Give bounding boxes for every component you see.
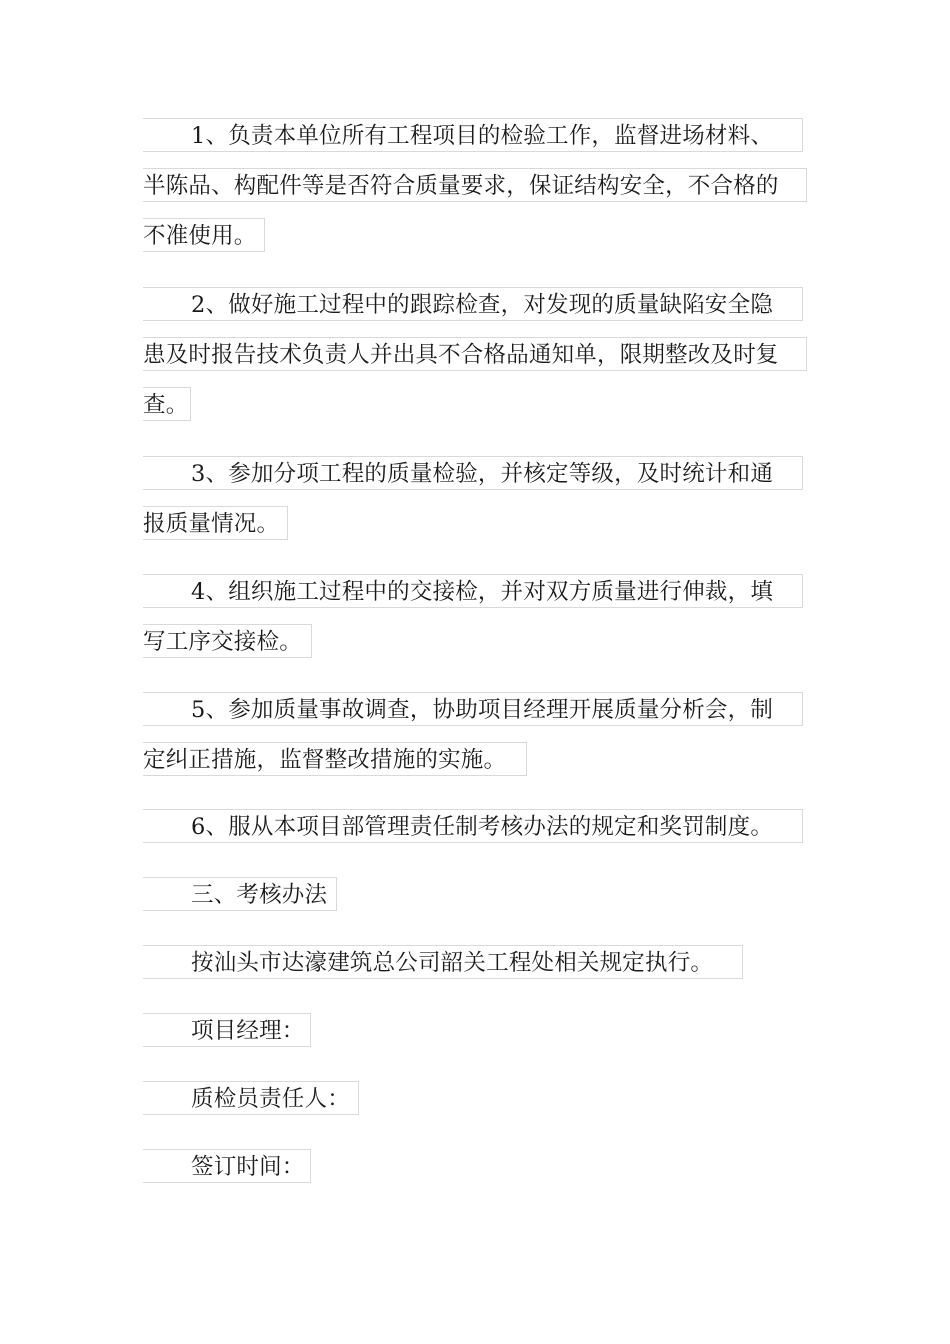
text: 1、负责本单位所有工程项目的检验工作，监督进场材料、 <box>191 123 774 149</box>
duty-4-line-2 <box>143 624 312 658</box>
duty-5-line-1 <box>143 692 803 726</box>
text: 定纠正措施，监督整改措施的实施。 <box>143 747 507 773</box>
section-heading-assessment <box>143 877 337 911</box>
text: 5、参加质量事故调查，协助项目经理开展质量分析会，制 <box>191 697 774 723</box>
duty-3-line-1 <box>143 456 803 490</box>
duty-4-line-1 <box>143 574 803 608</box>
duty-2-line-3 <box>143 387 191 421</box>
text: 项目经理： <box>191 1018 305 1044</box>
text: 按汕头市达濠建筑总公司韶关工程处相关规定执行。 <box>191 950 714 976</box>
duty-1-line-2 <box>143 168 807 202</box>
text: 查。 <box>143 392 189 418</box>
signature-project-manager <box>143 1013 311 1047</box>
duty-1-line-1 <box>143 118 803 152</box>
duty-2-line-2 <box>143 337 807 371</box>
assessment-text <box>143 945 743 979</box>
signature-quality-inspector <box>143 1081 359 1115</box>
text: 6、服从本项目部管理责任制考核办法的规定和奖罚制度。 <box>191 814 774 840</box>
text: 写工序交接检。 <box>143 629 302 655</box>
text: 2、做好施工过程中的跟踪检查，对发现的质量缺陷安全隐 <box>191 292 774 318</box>
text: 报质量情况。 <box>143 511 280 537</box>
text: 半陈品、构配件等是否符合质量要求，保证结构安全，不合格的 <box>143 173 779 199</box>
duty-5-line-2 <box>143 742 527 776</box>
duty-1-line-3 <box>143 218 265 252</box>
duty-6-line-1 <box>143 809 803 843</box>
text: 质检员责任人： <box>191 1086 350 1112</box>
text: 三、考核办法 <box>191 882 328 908</box>
text: 不准使用。 <box>143 223 257 249</box>
text: 签订时间： <box>191 1154 305 1180</box>
text: 4、组织施工过程中的交接检，并对双方质量进行伸裁，填 <box>191 579 774 605</box>
text: 患及时报告技术负责人并出具不合格品通知单，限期整改及时复 <box>143 342 779 368</box>
duty-2-line-1 <box>143 287 803 321</box>
text: 3、参加分项工程的质量检验，并核定等级，及时统计和通 <box>191 461 774 487</box>
signature-date <box>143 1149 311 1183</box>
duty-3-line-2 <box>143 506 288 540</box>
